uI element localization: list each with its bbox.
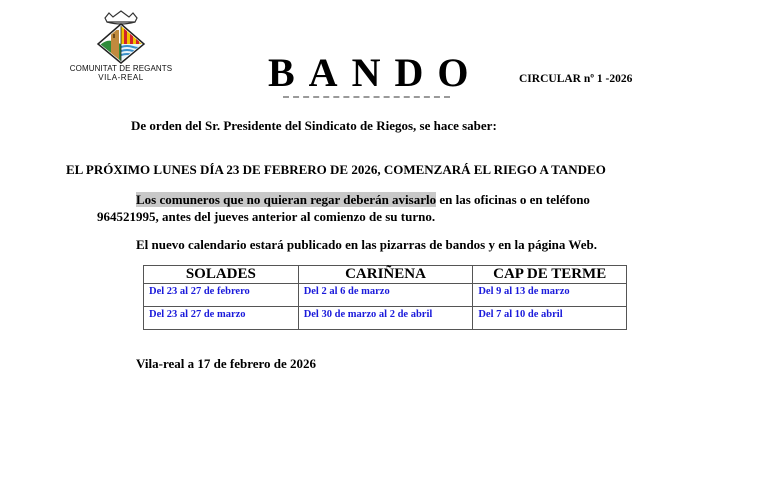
column-header-carinena: CARIÑENA: [298, 266, 473, 284]
title-underline: [283, 96, 450, 98]
column-header-solades: SOLADES: [144, 266, 299, 284]
table-row: [144, 284, 627, 307]
signoff-date: Vila-real a 17 de febrero de 2026: [136, 356, 317, 371]
coat-of-arms-icon: [93, 10, 149, 64]
table-cell: Del 9 al 13 de marzo: [473, 284, 627, 307]
table-cell: Del 7 al 10 de abril: [473, 307, 627, 330]
calendar-note: El nuevo calendario estará publicado en las pizarras de bandos y en la página Web.: [136, 237, 597, 252]
irrigation-calendar-table: [143, 265, 627, 330]
headline: EL PRÓXIMO LUNES DÍA 23 DE FEBRERO DE 2026, COMENZARÁ EL RIEGO A TANDEO: [66, 162, 606, 177]
table-cell: Del 23 al 27 de marzo: [144, 307, 299, 330]
table-header-row: [144, 266, 627, 284]
circular-number: CIRCULAR nº 1 -2026: [519, 73, 633, 85]
highlighted-text: Los comuneros que no quieran regar deberán avisarlo: [136, 192, 437, 207]
table-row: [144, 307, 627, 330]
logo: [66, 10, 176, 85]
page-title: BANDO: [268, 50, 483, 95]
notice-line-1: [136, 192, 590, 208]
notice-line-2: 964521995, antes del jueves anterior al comienzo de su turno.: [97, 209, 436, 224]
org-location: VILA-REAL: [98, 73, 144, 82]
intro-text: De orden del Sr. Presidente del Sindicato de Riegos, se hace saber:: [131, 118, 497, 133]
org-name: COMUNITAT DE REGANTS: [69, 64, 173, 73]
notice-text: en las oficinas o en teléfono: [436, 192, 590, 207]
table-cell: Del 30 de marzo al 2 de abril: [298, 307, 473, 330]
table-cell: Del 2 al 6 de marzo: [298, 284, 473, 307]
table-cell: Del 23 al 27 de febrero: [144, 284, 299, 307]
column-header-cap-de-terme: CAP DE TERME: [473, 266, 627, 284]
